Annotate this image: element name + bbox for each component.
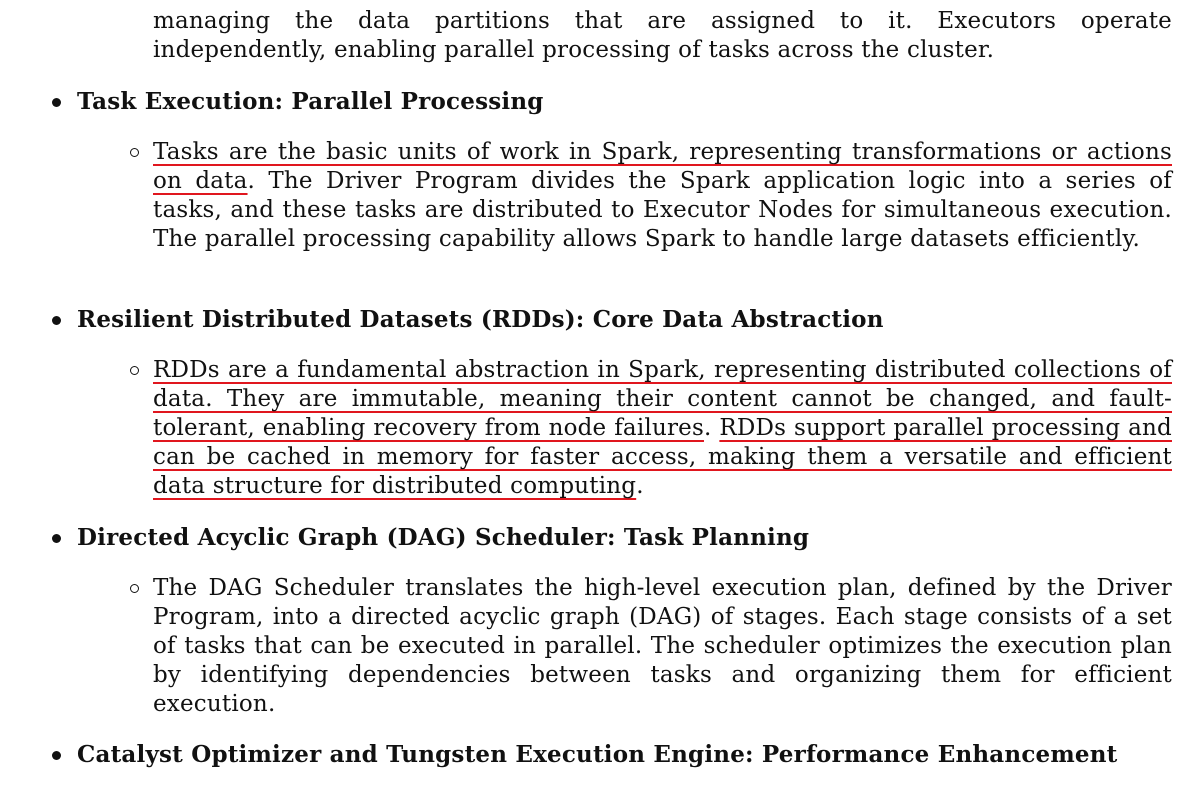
paragraph-text: . The Driver Program divides the Spark application logic into a series of tasks, and these tasks are distributed to Executor Nodes for simultaneous execution. The parallel processing capability allows Spark to handle large datasets efficiently.: [153, 168, 1172, 252]
bullet-disc-icon: [52, 534, 61, 543]
bullet-disc-icon: [52, 98, 61, 107]
highlighted-sentence: RDDs support parallel processing and can be cached in memory for faster access, making them a versatile and efficient data structure for distributed computing: [153, 415, 1172, 499]
task-execution-paragraph: [153, 138, 1172, 254]
bullet-disc-icon: [52, 316, 61, 325]
highlighted-sentence: Tasks are the basic units of work in Spark, representing transformations or actions on data: [153, 139, 1172, 194]
bullet-circle-icon: [130, 366, 139, 375]
bullet-circle-icon: [130, 584, 139, 593]
heading-catalyst-tungsten: Catalyst Optimizer and Tungsten Execution Engine: Performance Enhancement: [77, 741, 1118, 768]
heading-rdds: Resilient Distributed Datasets (RDDs): Core Data Abstraction: [77, 306, 884, 333]
paragraph-text: .: [703, 415, 720, 441]
bullet-circle-icon: [130, 148, 139, 157]
heading-dag-scheduler: Directed Acyclic Graph (DAG) Scheduler: Task Planning: [77, 524, 810, 551]
heading-task-execution: Task Execution: Parallel Processing: [77, 88, 544, 115]
paragraph-text: .: [636, 473, 644, 499]
executor-paragraph-tail: managing the data partitions that are assigned to it. Executors operate independently, enabling parallel processing of tasks across the cluster.: [153, 8, 1172, 63]
dag-paragraph: The DAG Scheduler translates the high-level execution plan, defined by the Driver Program, into a directed acyclic graph (DAG) of stages. Each stage consists of a set of tasks that can be executed in parallel. The scheduler optimizes the execution plan by identifying dependencies between tasks and organizing them for efficient execution.: [153, 575, 1172, 717]
rdd-paragraph: [153, 356, 1172, 501]
bullet-disc-icon: [52, 751, 61, 760]
highlighted-sentence: RDDs are a fundamental abstraction in Spark, representing distributed collections of data. They are immutable, meaning their content cannot be changed, and fault-tolerant, enabling recovery from node failures: [153, 357, 1172, 441]
